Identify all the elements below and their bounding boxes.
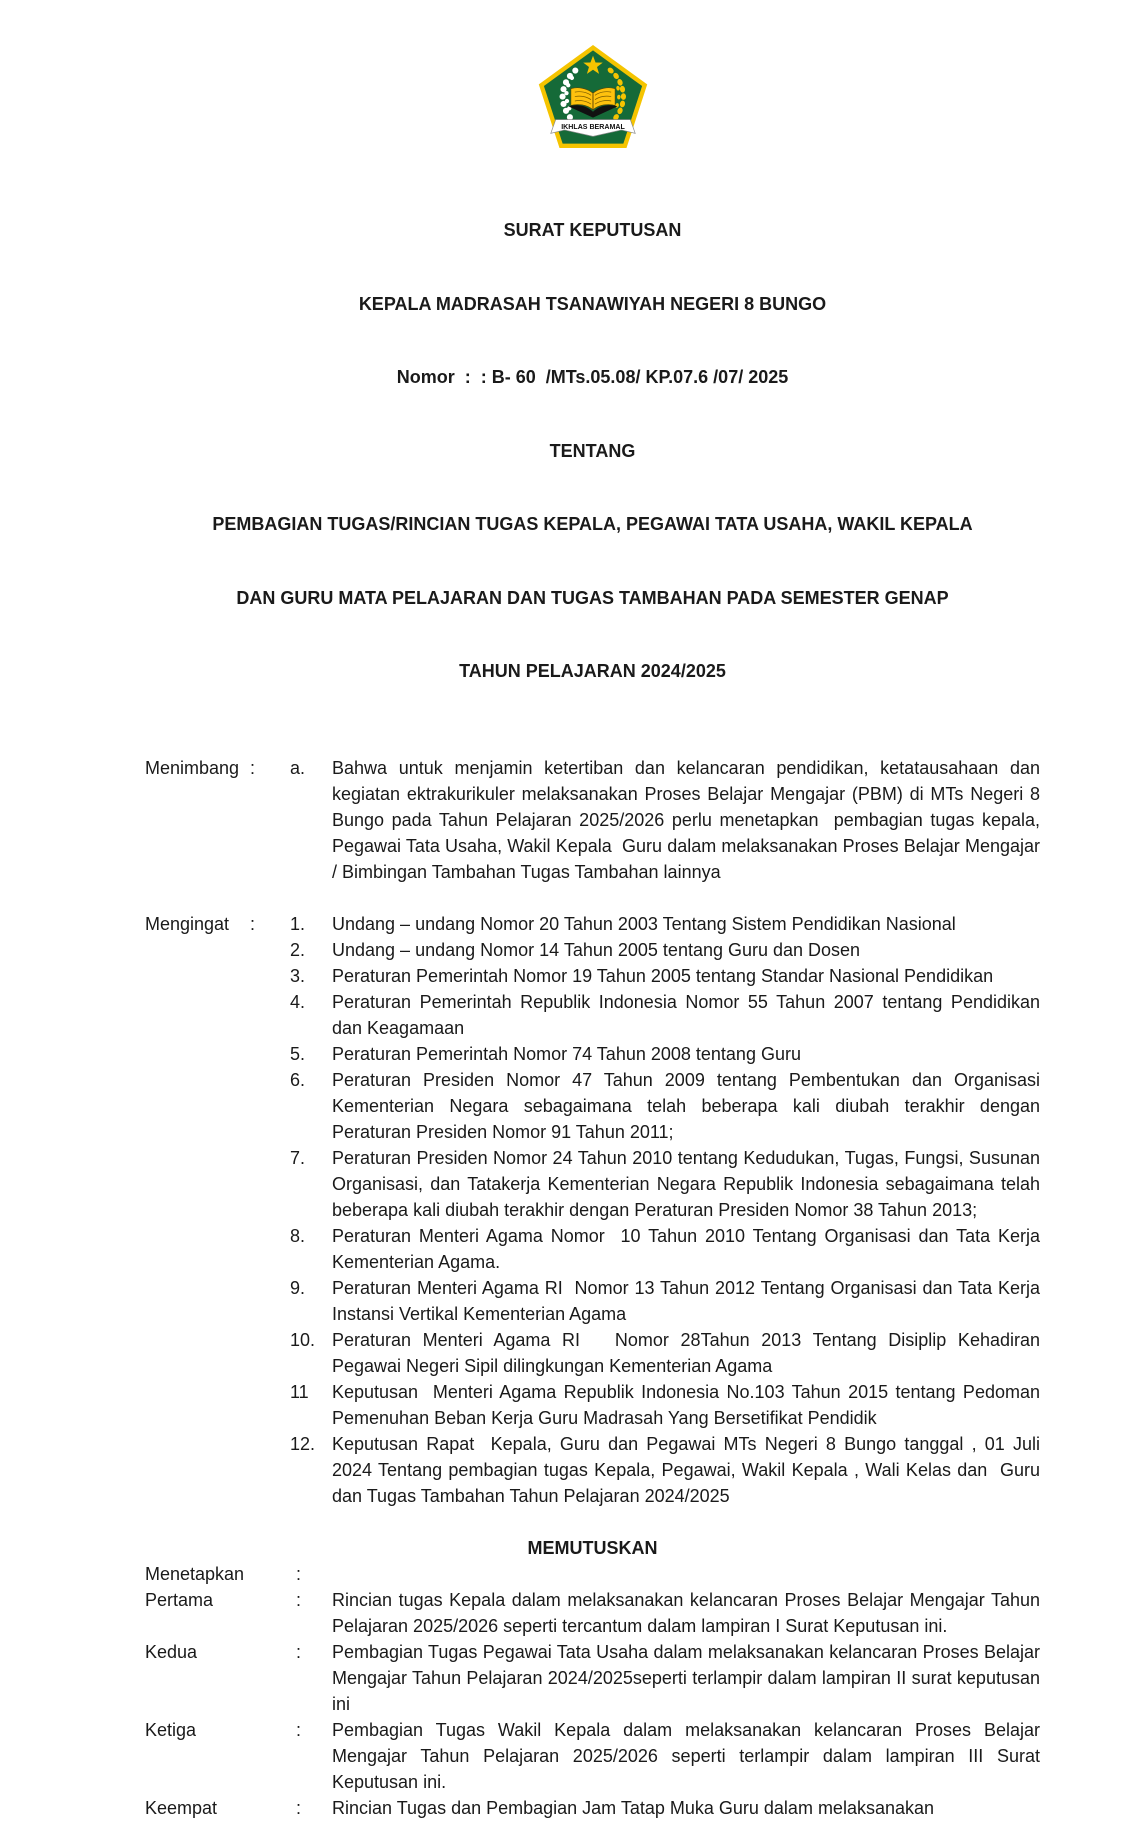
kemenag-logo-icon xyxy=(534,45,652,155)
mengingat-item xyxy=(145,1431,1046,1509)
list-item-text: Peraturan Pemerintah Republik Indonesia Nomor 55 Tahun 2007 tentang Pendidikan dan Keagamaan xyxy=(332,991,1046,1038)
list-item-text: Peraturan Presiden Nomor 47 Tahun 2009 tentang Pembentukan dan Organisasi Kementerian Negara sebagaimana telah beberapa kali diubah terakhir dengan Peraturan Presiden Nomor 91 Tahun 2011; xyxy=(332,1069,1046,1142)
menimbang-item-marker: a. xyxy=(290,757,306,778)
memutuskan-heading: MEMUTUSKAN xyxy=(527,1537,658,1558)
mengingat-item xyxy=(145,1223,1046,1275)
list-marker: 8. xyxy=(290,1225,306,1246)
list-item-text: Undang – undang Nomor 14 Tahun 2005 tentang Guru dan Dosen xyxy=(332,939,861,960)
decision-label: Ketiga xyxy=(145,1719,197,1740)
mengingat-label: Mengingat xyxy=(145,913,230,934)
title-line-dan-guru: DAN GURU MATA PELAJARAN DAN TUGAS TAMBAHAN PADA SEMESTER GENAP xyxy=(236,587,949,608)
list-marker: 11 xyxy=(290,1381,309,1402)
decision-text: Rincian Tugas dan Pembagian Jam Tatap Muka Guru dalam melaksanakan xyxy=(332,1797,935,1818)
decision-row-kedua xyxy=(145,1639,1046,1717)
mengingat-item xyxy=(145,937,1040,963)
decision-label: Menetapkan xyxy=(145,1563,245,1584)
decision-colon: : xyxy=(296,1719,302,1740)
decision-row-keempat xyxy=(145,1795,1040,1821)
title-line-kepala-madrasah: KEPALA MADRASAH TSANAWIYAH NEGERI 8 BUNGO xyxy=(358,293,827,314)
decision-colon: : xyxy=(296,1641,302,1662)
decision-text: Pembagian Tugas Pegawai Tata Usaha dalam melaksanakan kelancaran Proses Belajar Mengajar Tahun Pelajaran 2024/2025seperti terlampir dalam lampiran II surat keputusan ini xyxy=(332,1641,1046,1714)
section-menimbang xyxy=(145,755,1051,885)
list-item-text: Peraturan Menteri Agama RI Nomor 13 Tahun 2012 Tentang Organisasi dan Tata Kerja Instansi Vertikal Kementerian Agama xyxy=(332,1277,1046,1324)
list-marker: 12. xyxy=(290,1433,316,1454)
mengingat-item xyxy=(145,1041,1040,1067)
mengingat-item xyxy=(145,911,1040,937)
section-mengingat xyxy=(145,911,1046,1509)
list-marker: 4. xyxy=(290,991,306,1012)
ribbon-text: IKHLAS BERAMAL xyxy=(560,123,625,131)
mengingat-item xyxy=(145,1067,1046,1145)
list-marker: 6. xyxy=(290,1069,306,1090)
mengingat-item xyxy=(145,989,1046,1041)
document-title-block xyxy=(145,169,1040,733)
menimbang-row xyxy=(145,755,1051,885)
list-item-text: Keputusan Menteri Agama Republik Indonesia No.103 Tahun 2015 tentang Pedoman Pemenuhan Beban Kerja Guru Madrasah Yang Bersetifikat Pendidik xyxy=(332,1381,1046,1428)
decision-colon: : xyxy=(296,1563,302,1584)
list-item-text: Keputusan Rapat Kepala, Guru dan Pegawai MTs Negeri 8 Bungo tanggal , 01 Juli 2024 Tentang pembagian tugas Kepala, Pegawai, Wakil Kepala , Wali Kelas dan Guru dan Tugas Tambahan Tahun Pelajaran 2024/2025 xyxy=(332,1433,1046,1506)
list-marker: 2. xyxy=(290,939,306,960)
menimbang-colon: : xyxy=(250,757,256,778)
decision-row-pertama xyxy=(145,1587,1046,1639)
decision-row-ketiga xyxy=(145,1717,1046,1795)
decision-label: Keempat xyxy=(145,1797,218,1818)
title-line-tahun: TAHUN PELAJARAN 2024/2025 xyxy=(459,661,726,681)
decision-label: Kedua xyxy=(145,1641,198,1662)
decision-text: Rincian tugas Kepala dalam melaksanakan kelancaran Proses Belajar Mengajar Tahun Pelajaran 2025/2026 seperti tercantum dalam lampiran I Surat Keputusan ini. xyxy=(332,1589,1046,1636)
title-line-surat-keputusan: SURAT KEPUTUSAN xyxy=(503,220,682,240)
title-line-nomor: Nomor : : B- 60 /MTs.05.08/ KP.07.6 /07/ 2025 xyxy=(396,367,789,387)
decision-colon: : xyxy=(296,1797,302,1818)
list-item-text: Peraturan Menteri Agama RI Nomor 28Tahun 2013 Tentang Disiplip Kehadiran Pegawai Negeri Sipil dilingkungan Kementerian Agama xyxy=(332,1329,1046,1376)
list-marker: 5. xyxy=(290,1043,306,1064)
list-marker: 7. xyxy=(290,1147,306,1168)
list-item-text: Peraturan Menteri Agama Nomor 10 Tahun 2010 Tentang Organisasi dan Tata Kerja Kementerian Agama. xyxy=(332,1225,1046,1272)
decision-row-menetapkan xyxy=(145,1561,1040,1587)
mengingat-item xyxy=(145,963,1040,989)
menimbang-label: Menimbang xyxy=(145,757,240,778)
title-line-tentang: TENTANG xyxy=(549,440,636,461)
list-marker: 1. xyxy=(290,913,306,934)
title-line-pembagian: PEMBAGIAN TUGAS/RINCIAN TUGAS KEPALA, PEGAWAI TATA USAHA, WAKIL KEPALA xyxy=(212,514,973,534)
list-item-text: Peraturan Pemerintah Nomor 74 Tahun 2008 tentang Guru xyxy=(332,1043,801,1064)
mengingat-colon: : xyxy=(250,913,256,934)
list-item-text: Peraturan Presiden Nomor 24 Tahun 2010 tentang Kedudukan, Tugas, Fungsi, Susunan Organisasi, dan Tatakerja Kementerian Negara Republik Indonesia sebagaimana telah beberapa kali diubah terakhir dengan Peraturan Presiden Nomor 38 Tahun 2013; xyxy=(332,1147,1046,1220)
decision-text xyxy=(332,1561,1040,1587)
logo-container xyxy=(145,45,1040,155)
mengingat-item xyxy=(145,1327,1046,1379)
list-marker: 9. xyxy=(290,1277,306,1298)
list-marker: 10. xyxy=(290,1329,316,1350)
decision-label: Pertama xyxy=(145,1589,214,1610)
list-marker: 3. xyxy=(290,965,306,986)
list-item-text: Peraturan Pemerintah Nomor 19 Tahun 2005 tentang Standar Nasional Pendidikan xyxy=(332,965,994,986)
mengingat-item xyxy=(145,1145,1046,1223)
decision-text: Pembagian Tugas Wakil Kepala dalam melaksanakan kelancaran Proses Belajar Mengajar Tahun Pelajaran 2025/2026 seperti terlampir dalam lampiran III Surat Keputusan ini. xyxy=(332,1719,1046,1792)
list-item-text: Undang – undang Nomor 20 Tahun 2003 Tentang Sistem Pendidikan Nasional xyxy=(332,913,956,934)
mengingat-item xyxy=(145,1379,1046,1431)
mengingat-item xyxy=(145,1275,1046,1327)
decision-colon: : xyxy=(296,1589,302,1610)
menimbang-item-text: Bahwa untuk menjamin ketertiban dan kelancaran pendidikan, ketatausahaan dan kegiatan ektrakurikuler melaksanakan Proses Belajar Mengajar (PBM) di MTs Negeri 8 Bungo pada Tahun Pelajaran 2025/2026 perlu menetapkan pembagian tugas kepala, Pegawai Tata Usaha, Wakil Kepala Guru dalam melaksanakan Proses Belajar Mengajar / Bimbingan Tambahan Tugas Tambahan lainnya xyxy=(332,757,1051,882)
